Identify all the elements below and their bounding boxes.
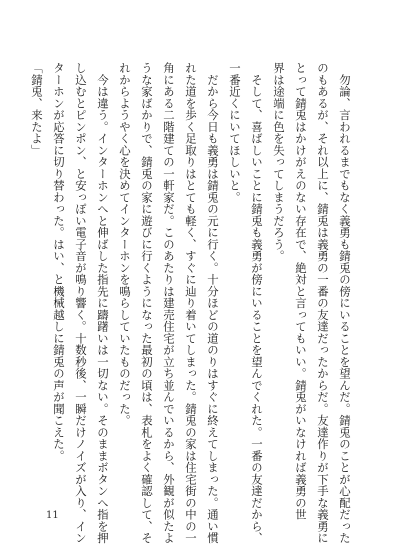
text-line: 勿論、言われるまでもなく義勇も錆兎の傍にいることを望んだ。錆兎のことが心配だった [338, 62, 352, 544]
text-line: とって錆兎はかけがえのない存在で、絶対と言ってもいい。錆兎がいなければ義勇の世 [294, 62, 308, 521]
text-line: だから今日も義勇は錆兎の元に行く。十分ほどの道のりはすぐに終えてしまった。通い慣 [206, 62, 220, 544]
text-line: そして、喜ばしいことに錆兎も義勇が傍にいることを望んでくれた。一番の友達だから、 [250, 62, 264, 544]
text-line: れからようやく心を決めてインターホンを鳴らしていたものだった。 [118, 62, 132, 427]
text-line: れた道を歩く足取りはとても軽く、すぐに辿り着いてしまった。錆兎の家は住宅街の中の一 [184, 62, 198, 544]
text-line: うな家ばかりで、錆兎の家に遊びに行くようになった最初の頃は、表札をよく確認して、そ [140, 62, 154, 544]
text-line: のもあるが、それ以上に、錆兎は義勇の一番の友達だったからだ。友達作りが下手な義勇に [316, 62, 330, 544]
page-number: 11 [46, 510, 59, 521]
text-line: 一番近くにいてほしいと。 [228, 62, 242, 203]
text-line: 角にある二階建ての一軒家だ。このあたりは建売住宅が立ち並んでいるから、外観が似たよ [162, 62, 176, 544]
text-line: 今は違う。インターホンへと伸ばした指先に躊躇いは一切ない。そのままボタンへ指を押 [96, 62, 110, 544]
text-line: ターホンが応答に切り替わった。はい、と機械越しに錆兎の声が聞こえた。 [52, 62, 66, 462]
text-line: 界は途端に色を失ってしまうだろう。 [272, 62, 286, 262]
text-line: し込むとピンポン、と安っぽい電子音が鳴り響く。十数秒後、一瞬だけノイズが入り、イン [74, 62, 88, 544]
text-line: 「錆兎、来たよ」 [30, 62, 44, 156]
